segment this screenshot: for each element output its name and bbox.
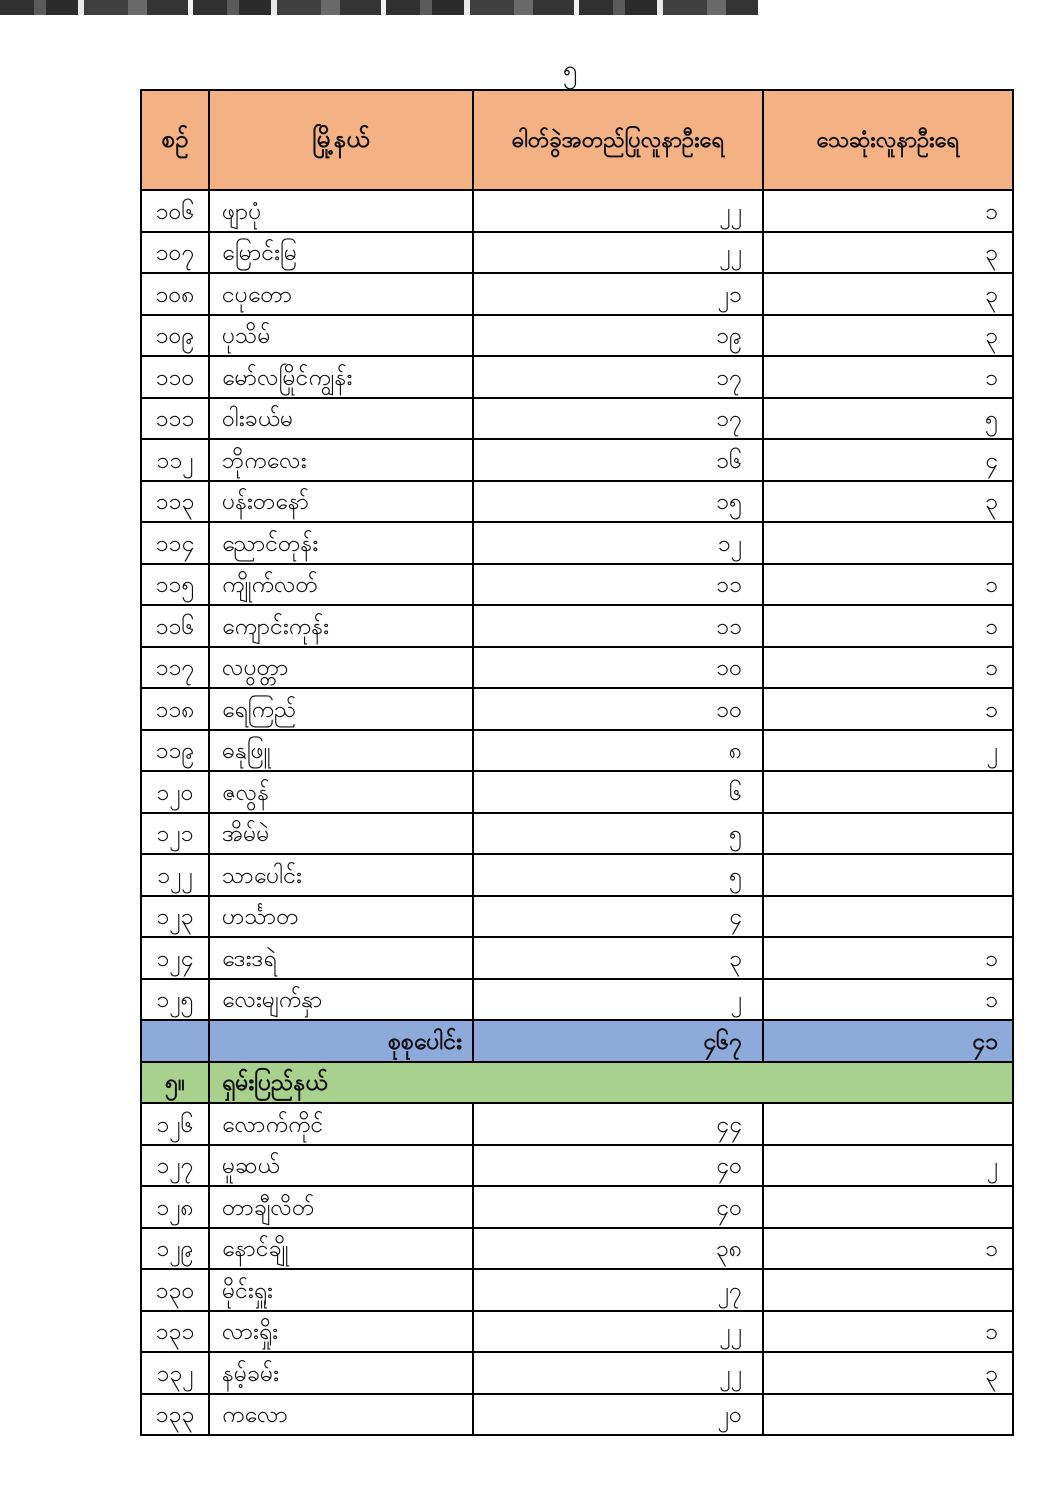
table-row <box>141 232 1013 274</box>
confirmed-cell: ၂ <box>473 979 763 1021</box>
township-cell: မော်လမြိုင်ကျွန်း <box>209 356 473 398</box>
confirmed-cell: ၁၁ <box>473 605 763 647</box>
table-row <box>141 481 1013 523</box>
serial-cell: ၁၂၂ <box>141 854 209 896</box>
table-row <box>141 1311 1013 1353</box>
serial-cell: ၁၀၉ <box>141 315 209 357</box>
township-cell: နောင်ချို <box>209 1228 473 1270</box>
township-cell: ဒေးဒရဲ <box>209 937 473 979</box>
redacted-top-bar <box>0 0 758 15</box>
serial-cell: ၁၁၈ <box>141 688 209 730</box>
deaths-cell: ၃ <box>763 273 1013 315</box>
confirmed-cell: ၆ <box>473 771 763 813</box>
deaths-cell: ၅ <box>763 398 1013 440</box>
deaths-cell: ၁ <box>763 979 1013 1021</box>
deaths-cell: ၃ <box>763 481 1013 523</box>
serial-cell: ၁၀၆ <box>141 190 209 232</box>
table-row <box>141 439 1013 481</box>
confirmed-cell: ၂၁ <box>473 273 763 315</box>
table-row <box>141 1103 1013 1145</box>
township-cell: တာချီလိတ် <box>209 1186 473 1228</box>
confirmed-cell: ၈ <box>473 730 763 772</box>
township-cell: ဓနုဖြူ <box>209 730 473 772</box>
table-row <box>141 315 1013 357</box>
serial-cell: ၁၃၀ <box>141 1269 209 1311</box>
col-header-deaths: သေဆုံးလူနာဦးရေ <box>763 90 1013 190</box>
serial-cell: ၁၂၃ <box>141 896 209 938</box>
deaths-cell: ၃ <box>763 232 1013 274</box>
township-cell: လပွတ္တာ <box>209 647 473 689</box>
table-row <box>141 273 1013 315</box>
confirmed-cell: ၁၆ <box>473 439 763 481</box>
confirmed-cell: ၄၀ <box>473 1186 763 1228</box>
township-cell: မူဆယ် <box>209 1145 473 1187</box>
serial-cell: ၁၁၂ <box>141 439 209 481</box>
serial-cell: ၁၁၀ <box>141 356 209 398</box>
serial-cell: ၁၁၃ <box>141 481 209 523</box>
township-cell: လောက်ကိုင် <box>209 1103 473 1145</box>
confirmed-cell: ၂၂ <box>473 1352 763 1394</box>
table-header-row <box>141 90 1013 190</box>
serial-cell: ၁၂၁ <box>141 813 209 855</box>
deaths-cell: ၁ <box>763 688 1013 730</box>
table-row <box>141 605 1013 647</box>
deaths-cell: ၃ <box>763 1352 1013 1394</box>
table-row <box>141 398 1013 440</box>
township-cell: သာပေါင်း <box>209 854 473 896</box>
serial-cell: ၁၂၅ <box>141 979 209 1021</box>
confirmed-cell: ၁၇ <box>473 356 763 398</box>
township-cell: မိုင်းရှူး <box>209 1269 473 1311</box>
page-number: ၅ <box>562 54 578 84</box>
confirmed-cell: ၁၀ <box>473 688 763 730</box>
confirmed-cell: ၂၂ <box>473 190 763 232</box>
deaths-cell: ၂ <box>763 1145 1013 1187</box>
table-row <box>141 522 1013 564</box>
section-label-cell: ရှမ်းပြည်နယ် <box>209 1062 1013 1104</box>
confirmed-cell: ၂၂ <box>473 1311 763 1353</box>
deaths-cell <box>763 896 1013 938</box>
confirmed-cell: ၁၅ <box>473 481 763 523</box>
confirmed-cell: ၁၉ <box>473 315 763 357</box>
confirmed-cell: ၃ <box>473 937 763 979</box>
table-body-shan <box>141 1103 1013 1435</box>
confirmed-cell: ၁၂ <box>473 522 763 564</box>
serial-cell: ၁၁၅ <box>141 564 209 606</box>
township-cell: မြောင်းမြ <box>209 232 473 274</box>
deaths-cell: ၁ <box>763 356 1013 398</box>
serial-cell: ၁၁၇ <box>141 647 209 689</box>
serial-cell: ၁၃၁ <box>141 1311 209 1353</box>
table-row <box>141 1145 1013 1187</box>
confirmed-cell: ၄၄ <box>473 1103 763 1145</box>
deaths-cell: ၁ <box>763 937 1013 979</box>
serial-cell: ၁၃၃ <box>141 1394 209 1436</box>
table-row <box>141 647 1013 689</box>
table-row <box>141 190 1013 232</box>
section-serial-cell: ၅။ <box>141 1062 209 1104</box>
township-cell: ငပုတော <box>209 273 473 315</box>
table-row <box>141 564 1013 606</box>
township-cell: ကလော <box>209 1394 473 1436</box>
township-cell: ဝါးခယ်မ <box>209 398 473 440</box>
confirmed-cell: ၂၇ <box>473 1269 763 1311</box>
serial-cell: ၁၁၁ <box>141 398 209 440</box>
col-header-serial: စဉ် <box>141 90 209 190</box>
table-body-summary <box>141 1020 1013 1103</box>
col-header-confirmed: ဓါတ်ခွဲအတည်ပြုလူနာဦးရေ <box>473 90 763 190</box>
township-cell: ညောင်တုန်း <box>209 522 473 564</box>
township-cell: လေးမျက်နှာ <box>209 979 473 1021</box>
confirmed-cell: ၂၂ <box>473 232 763 274</box>
table-row <box>141 937 1013 979</box>
total-empty-cell <box>141 1020 209 1062</box>
township-cell: ရေကြည် <box>209 688 473 730</box>
township-cell: ဘိုကလေး <box>209 439 473 481</box>
township-cell: ဟင်္သာတ <box>209 896 473 938</box>
deaths-cell <box>763 771 1013 813</box>
confirmed-cell: ၃၈ <box>473 1228 763 1270</box>
confirmed-cell: ၅ <box>473 813 763 855</box>
confirmed-cell: ၁၁ <box>473 564 763 606</box>
deaths-cell <box>763 1269 1013 1311</box>
table-row <box>141 1394 1013 1436</box>
serial-cell: ၁၂၈ <box>141 1186 209 1228</box>
serial-cell: ၁၂၀ <box>141 771 209 813</box>
col-header-township: မြို့နယ် <box>209 90 473 190</box>
township-cell: အိမ်မဲ <box>209 813 473 855</box>
confirmed-cell: ၄ <box>473 896 763 938</box>
deaths-cell <box>763 522 1013 564</box>
section-header-row <box>141 1062 1013 1104</box>
deaths-cell: ၁ <box>763 1311 1013 1353</box>
deaths-cell: ၁ <box>763 564 1013 606</box>
table-row <box>141 356 1013 398</box>
table-row <box>141 1352 1013 1394</box>
table-row <box>141 1228 1013 1270</box>
confirmed-cell: ၂၀ <box>473 1394 763 1436</box>
table-row <box>141 813 1013 855</box>
confirmed-cell: ၁၇ <box>473 398 763 440</box>
serial-cell: ၁၂၉ <box>141 1228 209 1270</box>
township-cell: ကျောင်းကုန်း <box>209 605 473 647</box>
serial-cell: ၁၂၇ <box>141 1145 209 1187</box>
table-row <box>141 688 1013 730</box>
township-cell: ပန်းတနော် <box>209 481 473 523</box>
serial-cell: ၁၁၉ <box>141 730 209 772</box>
table-row <box>141 771 1013 813</box>
table-row <box>141 1186 1013 1228</box>
covid-township-table <box>140 89 1014 1436</box>
deaths-cell <box>763 854 1013 896</box>
total-row <box>141 1020 1013 1062</box>
deaths-cell <box>763 1394 1013 1436</box>
deaths-cell <box>763 1186 1013 1228</box>
deaths-cell: ၃ <box>763 315 1013 357</box>
deaths-cell: ၁ <box>763 190 1013 232</box>
table-row <box>141 1269 1013 1311</box>
deaths-cell <box>763 813 1013 855</box>
deaths-cell: ၄ <box>763 439 1013 481</box>
table-row <box>141 730 1013 772</box>
confirmed-cell: ၄၀ <box>473 1145 763 1187</box>
deaths-cell: ၁ <box>763 647 1013 689</box>
serial-cell: ၁၂၆ <box>141 1103 209 1145</box>
serial-cell: ၁၁၆ <box>141 605 209 647</box>
deaths-cell <box>763 1103 1013 1145</box>
township-cell: ဇလွန် <box>209 771 473 813</box>
table-row <box>141 854 1013 896</box>
township-cell: ကျိုက်လတ် <box>209 564 473 606</box>
table-row <box>141 979 1013 1021</box>
township-cell: နမ့်ခမ်း <box>209 1352 473 1394</box>
township-cell: လားရှိုး <box>209 1311 473 1353</box>
table-body-ayeyarwady <box>141 190 1013 1020</box>
serial-cell: ၁၁၄ <box>141 522 209 564</box>
serial-cell: ၁၀၇ <box>141 232 209 274</box>
serial-cell: ၁၀၈ <box>141 273 209 315</box>
deaths-cell: ၁ <box>763 605 1013 647</box>
total-confirmed-cell: ၄၆၇ <box>473 1020 763 1062</box>
confirmed-cell: ၁၀ <box>473 647 763 689</box>
serial-cell: ၁၂၄ <box>141 937 209 979</box>
table-row <box>141 896 1013 938</box>
total-deaths-cell: ၄၁ <box>763 1020 1013 1062</box>
confirmed-cell: ၅ <box>473 854 763 896</box>
serial-cell: ၁၃၂ <box>141 1352 209 1394</box>
deaths-cell: ၁ <box>763 1228 1013 1270</box>
township-cell: ပုသိမ် <box>209 315 473 357</box>
deaths-cell: ၂ <box>763 730 1013 772</box>
total-label: စုစုပေါင်း <box>209 1020 473 1062</box>
township-cell: ဖျာပုံ <box>209 190 473 232</box>
